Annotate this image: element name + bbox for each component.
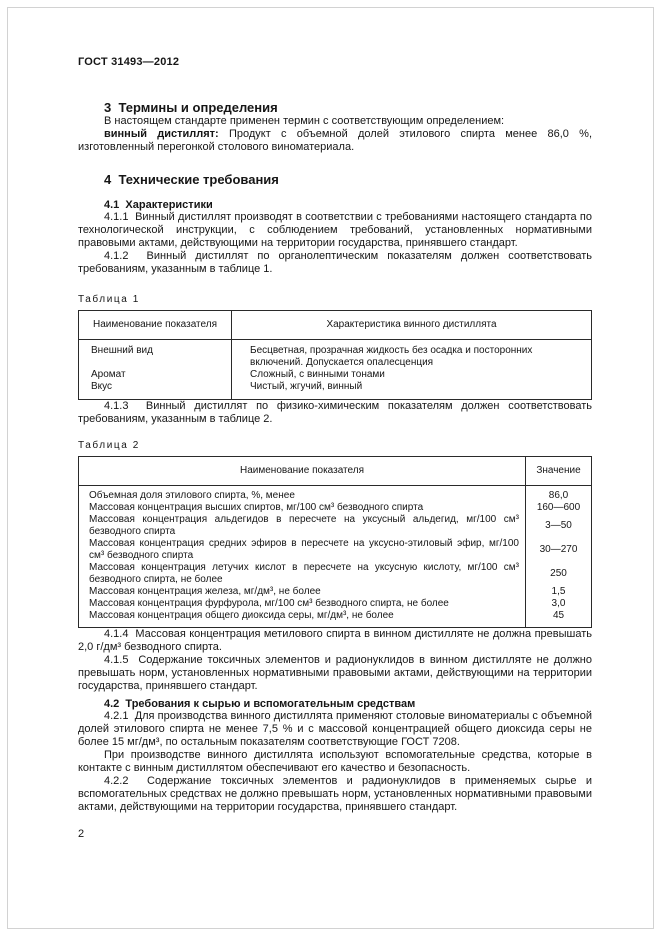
page-number: 2 [78,828,85,840]
table-1-caption: Таблица 1 [78,294,140,305]
indicator-value: 250 [526,562,592,586]
indicator-name: Вкус [79,381,232,400]
table-row [79,369,592,381]
table-2-header-indicator: Наименование показателя [79,457,526,486]
indicator-name: Объемная доля этилового спирта, %, менее [79,486,526,503]
paragraph-4-2-1: 4.2.1 Для производства винного дистиллята применяют столовые виноматериалы с объемной долей этилового спирта не менее 7,5 % и с массовой концентрацией общего диоксида серы не более 15 мг/дм³, по остальным показателям соответствующие ГОСТ 7208. [78,710,592,748]
indicator-name: Массовая концентрация летучих кислот в пересчете на уксусную кислоту, мг/100 см³ безводного спирта, не более [79,562,526,586]
indicator-name: Массовая концентрация железа, мг/дм³, не более [79,586,526,598]
table-1 [78,310,592,400]
indicator-characteristic: Бесцветная, прозрачная жидкость без осадка и посторонних включений. Допускается опалесценция [232,340,592,370]
table-row [79,598,592,610]
table-2-caption: Таблица 2 [78,440,140,451]
table-row [79,610,592,628]
table-1-header-indicator: Наименование показателя [79,311,232,340]
term-name: винный дистиллят: [104,128,219,140]
table-row [79,514,592,538]
table-row [79,340,592,370]
indicator-value: 30—270 [526,538,592,562]
indicator-value: 1,5 [526,586,592,598]
table-2-header-row [79,457,592,486]
table-row [79,486,592,503]
table-row [79,586,592,598]
paragraph-4-1-3: 4.1.3 Винный дистиллят по физико-химическим показателям должен соответствовать требованиям, указанным в таблице 2. [78,400,592,425]
section-4-2-title: 4.2 Требования к сырью и вспомогательным средствам [104,698,416,710]
indicator-name: Аромат [79,369,232,381]
term-definition [78,128,592,154]
paragraph-4-2-1-continued: При производстве винного дистиллята используют вспомогательные средства, которые в контакте с винным дистиллятом обеспечивают его качество и безопасность. [78,749,592,774]
paragraph-4-1-5: 4.1.5 Содержание токсичных элементов и радионуклидов в винном дистилляте не должно превышать норм, установленных нормативными правовыми актами, действующими на территории государства, принявшего стандарт. [78,654,592,692]
section-4-1-title: 4.1 Характеристики [104,199,213,211]
table-row [79,562,592,586]
paragraph-4-1-1: 4.1.1 Винный дистиллят производят в соответствии с требованиями настоящего стандарта по технологической инструкции, с соблюдением требований, установленных нормативными правовыми актами, действующими на территории государства, принявшего стандарт. [78,211,592,249]
table-row [79,381,592,400]
indicator-name: Массовая концентрация средних эфиров в пересчете на уксусно-этиловый эфир, мг/100 см³ безводного спирта [79,538,526,562]
indicator-characteristic: Чистый, жгучий, винный [232,381,592,400]
indicator-name: Массовая концентрация высших спиртов, мг/100 см³ безводного спирта [79,502,526,514]
table-1-header-characteristic: Характеристика винного дистиллята [232,311,592,340]
term-text: Продукт с объемной долей этилового спирта менее 86,0 %, изготовленный перегонкой столового виноматериала. [78,128,593,153]
table-1-header-row [79,311,592,340]
section-3-intro: В настоящем стандарте применен термин с соответствующим определением: [104,115,505,127]
table-2 [78,456,592,628]
indicator-name: Массовая концентрация общего диоксида серы, мг/дм³, не более [79,610,526,628]
indicator-characteristic: Сложный, с винными тонами [232,369,592,381]
section-4-title: 4 Технические требования [104,172,279,187]
paragraph-4-2-2: 4.2.2 Содержание токсичных элементов и радионуклидов в применяемых сырье и вспомогательных средствах не должно превышать норм, установленных нормативными правовыми актами, действующими на территории государства, принявшего стандарт. [78,775,592,813]
indicator-value: 160—600 [526,502,592,514]
indicator-value: 3,0 [526,598,592,610]
document-page [78,56,592,840]
indicator-value: 45 [526,610,592,628]
indicator-value: 3—50 [526,514,592,538]
indicator-value: 86,0 [526,486,592,503]
paragraph-4-1-2: 4.1.2 Винный дистиллят по органолептическим показателям должен соответствовать требованиям, указанным в таблице 1. [78,250,592,275]
section-3-title: 3 Термины и определения [104,100,278,115]
paragraph-4-1-4: 4.1.4 Массовая концентрация метилового спирта в винном дистилляте не должна превышать 2,0 г/дм³ безводного спирта. [78,628,592,653]
indicator-name: Внешний вид [79,340,232,370]
table-row [79,538,592,562]
indicator-name: Массовая концентрация альдегидов в пересчете на уксусный альдегид, мг/100 см³ безводного спирта [79,514,526,538]
table-row [79,502,592,514]
document-header: ГОСТ 31493—2012 [78,56,180,68]
indicator-name: Массовая концентрация фурфурола, мг/100 см³ безводного спирта, не более [79,598,526,610]
table-2-header-value: Значение [526,457,592,486]
